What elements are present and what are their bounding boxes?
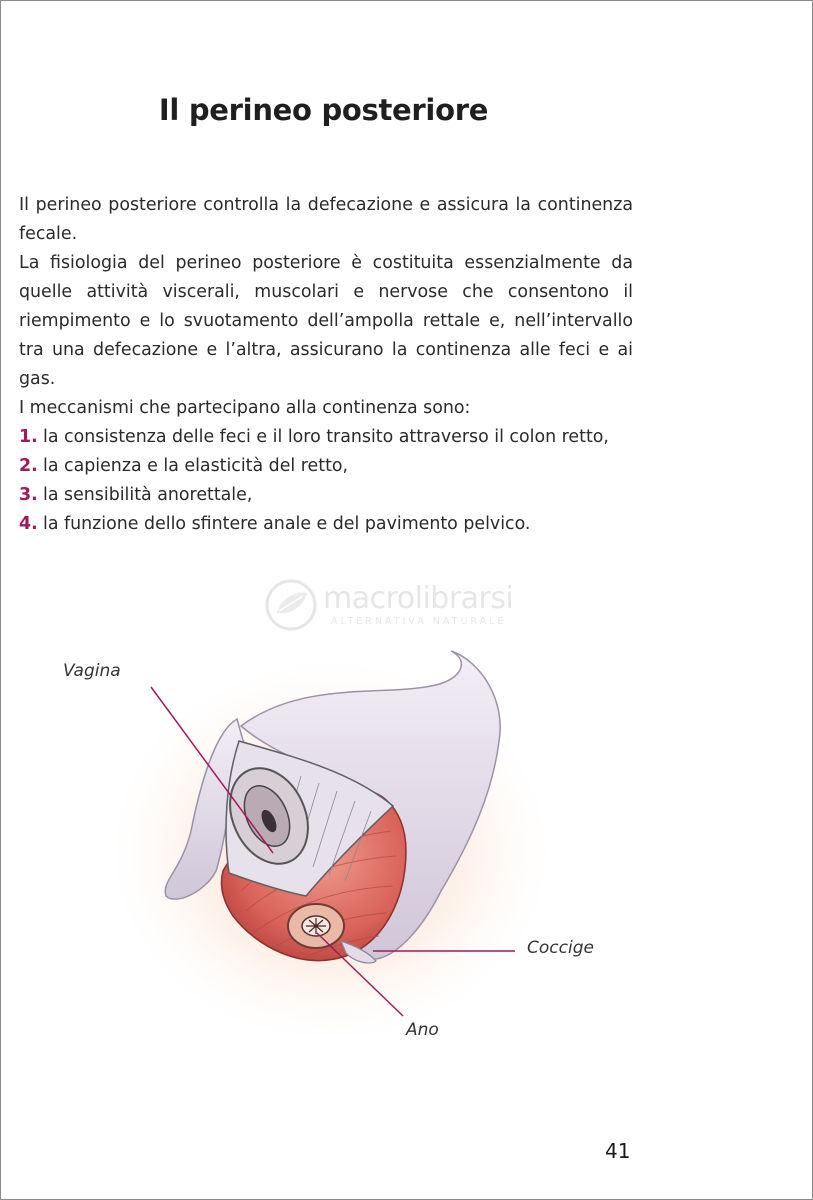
watermark-text: macrolibrarsi xyxy=(323,581,514,616)
list-item xyxy=(19,423,633,452)
label-ano: Ano xyxy=(406,1020,439,1040)
paragraph: Il perineo posteriore controlla la defecazione e assicura la continenza fecale. xyxy=(19,195,633,244)
list-item-text: la sensibilità anorettale, xyxy=(43,485,253,505)
list-item-text: la capienza e la elasticità del retto, xyxy=(43,456,349,476)
watermark-subtext: ALTERNATIVA NATURALE xyxy=(331,616,507,627)
label-vagina: Vagina xyxy=(63,661,121,681)
list-number: 2. xyxy=(19,456,38,476)
list-item-text: la consistenza delle feci e il loro transito attraverso il colon retto, xyxy=(43,427,609,447)
anatomy-figure xyxy=(1,641,812,1071)
continence-mechanisms-list xyxy=(19,423,633,539)
list-item xyxy=(19,481,633,510)
list-number: 1. xyxy=(19,427,38,447)
page-title: Il perineo posteriore xyxy=(158,93,489,127)
page-number: 41 xyxy=(605,1139,631,1163)
watermark xyxy=(263,575,563,635)
list-item-text: la funzione dello sfintere anale e del pavimento pelvico. xyxy=(43,514,531,534)
list-number: 4. xyxy=(19,514,38,534)
list-item xyxy=(19,452,633,481)
list-number: 3. xyxy=(19,485,38,505)
paragraph: I meccanismi che partecipano alla continenza sono: xyxy=(19,398,471,418)
body-text xyxy=(19,191,633,539)
perineum-illustration xyxy=(1,641,812,1071)
label-coccige: Coccige xyxy=(527,938,594,958)
anal-folds xyxy=(306,918,326,934)
paragraph: La fisiologia del perineo posteriore è costituita essenzialmente da quelle attività viscerali, muscolari e nervose che consentono il riempimento e lo svuotamento dell’ampolla rettale e, nell’intervallo tra una defecazione e l’altra, assicurano la continenza alle feci e ai gas. xyxy=(19,253,633,389)
leaf-logo-icon xyxy=(263,577,319,633)
list-item xyxy=(19,510,633,539)
